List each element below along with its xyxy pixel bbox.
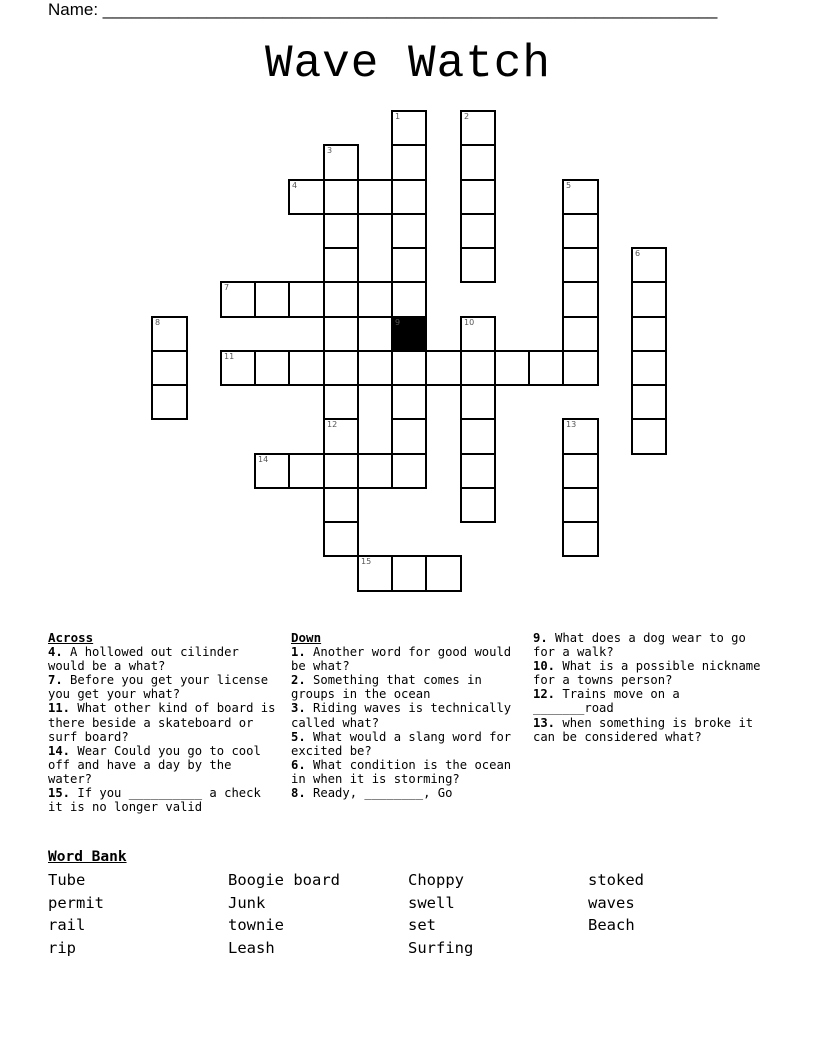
grid-cell[interactable] — [460, 350, 496, 386]
down-heading: Down — [291, 630, 322, 645]
grid-cell[interactable] — [323, 247, 359, 283]
name-label: Name: — [48, 0, 103, 19]
grid-cell[interactable] — [460, 453, 496, 489]
grid-cell[interactable] — [631, 418, 667, 455]
word-bank-item: Leash — [228, 938, 275, 957]
grid-cell[interactable] — [562, 453, 599, 489]
grid-cell[interactable] — [288, 453, 325, 489]
grid-cell[interactable] — [391, 247, 427, 283]
grid-cell[interactable] — [151, 384, 188, 420]
word-bank-item: swell — [408, 893, 455, 912]
clue-text: What is a possible nickname for a towns person? — [533, 659, 761, 688]
clue-number: 8 — [155, 318, 161, 327]
clue-number-label: 13. — [533, 715, 556, 730]
clue — [48, 744, 280, 786]
clue-number: 13 — [566, 420, 577, 429]
down-clues-continued — [533, 631, 765, 744]
clue-number-label: 10. — [533, 659, 556, 674]
word-bank-item: rip — [48, 938, 76, 957]
clue-number-label: 12. — [533, 687, 556, 702]
grid-cell[interactable] — [631, 281, 667, 318]
grid-cell[interactable] — [460, 384, 496, 420]
grid-cell[interactable] — [151, 316, 188, 352]
word-bank-item: permit — [48, 893, 104, 912]
clue-number: 15 — [361, 557, 372, 566]
grid-cell[interactable] — [460, 316, 496, 352]
grid-cell[interactable] — [323, 281, 359, 318]
clue-number-label: 3. — [291, 701, 306, 716]
grid-cell[interactable] — [460, 144, 496, 181]
grid-cell[interactable] — [562, 418, 599, 455]
grid-cell[interactable] — [323, 144, 359, 181]
clue-text: A hollowed out cilinder would be a what? — [48, 645, 239, 674]
clue-number: 4 — [292, 181, 298, 190]
grid-cell[interactable] — [631, 316, 667, 352]
word-bank-item: Tube — [48, 871, 86, 889]
clue-number-label: 7. — [48, 673, 63, 688]
word-bank-heading: Word Bank — [48, 849, 127, 865]
grid-cell[interactable] — [323, 487, 359, 523]
grid-cell[interactable] — [357, 453, 393, 489]
grid-cell[interactable] — [460, 487, 496, 523]
grid-cell[interactable] — [562, 281, 599, 318]
clue — [291, 673, 523, 701]
grid-cell[interactable] — [391, 110, 427, 146]
grid-cell[interactable] — [391, 384, 427, 420]
grid-cell[interactable] — [254, 350, 290, 386]
clue — [48, 701, 280, 743]
clue — [48, 645, 280, 673]
clue-number: 5 — [566, 181, 572, 190]
grid-cell[interactable] — [562, 179, 599, 215]
grid-cell[interactable] — [323, 521, 359, 557]
clue-number: 7 — [224, 283, 230, 292]
word-bank-item: Boogie board — [228, 871, 340, 889]
clue-text: when something is broke it can be considered what? — [533, 715, 754, 744]
clue-text: Ready, ________, Go — [305, 786, 453, 801]
clue-number: 1 — [395, 112, 401, 121]
grid-cell[interactable] — [357, 350, 393, 386]
clue-number-label: 4. — [48, 645, 63, 660]
clue-number: 14 — [258, 455, 269, 464]
grid-cell[interactable] — [323, 384, 359, 420]
grid-cell[interactable] — [220, 281, 256, 318]
grid-cell[interactable] — [460, 110, 496, 146]
clue — [533, 716, 765, 744]
grid-cell[interactable] — [288, 281, 325, 318]
clue — [291, 730, 523, 758]
clue-text: What condition is the ocean in when it is storming? — [291, 757, 512, 786]
grid-cell[interactable] — [254, 453, 290, 489]
clue-number-label: 5. — [291, 729, 306, 744]
puzzle-title: Wave Watch — [264, 38, 552, 90]
clue-number-label: 9. — [533, 631, 548, 645]
grid-cell[interactable] — [562, 350, 599, 386]
grid-cell[interactable] — [460, 213, 496, 249]
grid-cell[interactable] — [391, 144, 427, 181]
grid-cell[interactable] — [425, 555, 462, 592]
clue — [291, 786, 523, 800]
clue-number-label: 15. — [48, 786, 71, 801]
clue-number: 6 — [635, 249, 641, 258]
grid-cell[interactable] — [357, 555, 393, 592]
word-bank-item: set — [408, 916, 436, 935]
grid-cell[interactable] — [323, 179, 359, 215]
grid-cell[interactable] — [631, 384, 667, 420]
grid-cell[interactable] — [460, 418, 496, 455]
clue-text: Before you get your license you get your what? — [48, 673, 269, 702]
grid-cell[interactable] — [288, 350, 325, 386]
clue-number-label: 8. — [291, 786, 306, 801]
grid-cell[interactable] — [562, 247, 599, 283]
clue-number: 3 — [327, 146, 333, 155]
grid-cell[interactable] — [391, 213, 427, 249]
grid-cell[interactable] — [323, 316, 359, 352]
across-heading: Across — [48, 630, 94, 645]
clue-text: What would a slang word for excited be? — [291, 729, 512, 758]
grid-cell[interactable] — [631, 350, 667, 386]
clue-number-label: 1. — [291, 645, 306, 660]
grid-cell[interactable] — [391, 281, 427, 318]
clue-text: Wear Could you go to cool off and have a day by the water? — [48, 743, 261, 786]
clue-text: Something that comes in groups in the ocean — [291, 673, 482, 702]
grid-cell[interactable] — [391, 418, 427, 455]
grid-cell[interactable] — [151, 350, 188, 386]
clue-number-label: 6. — [291, 757, 306, 772]
clue-text: Trains move on a _______road — [533, 687, 680, 716]
word-bank-item: stoked — [588, 871, 644, 889]
clue-number: 9 — [395, 318, 401, 327]
grid-cell[interactable] — [562, 213, 599, 249]
word-bank-item: Beach — [588, 916, 635, 935]
down-clues — [291, 631, 523, 800]
grid-cell[interactable] — [391, 179, 427, 215]
grid-cell[interactable] — [391, 453, 427, 489]
clue-text: Riding waves is technically called what? — [291, 701, 512, 730]
grid-cell[interactable] — [460, 247, 496, 283]
clue-number: 2 — [464, 112, 470, 121]
word-bank-item: Junk — [228, 893, 266, 912]
grid-cell[interactable] — [562, 521, 599, 557]
clue — [533, 631, 765, 659]
grid-cell[interactable] — [391, 555, 427, 592]
clue — [48, 673, 280, 701]
grid-cell[interactable] — [323, 453, 359, 489]
word-bank-item: Surfing — [408, 938, 474, 957]
grid-cell[interactable] — [391, 350, 427, 386]
grid-cell[interactable] — [357, 179, 393, 215]
clue — [291, 758, 523, 786]
grid-cell[interactable] — [220, 350, 256, 386]
block-cell — [391, 316, 427, 352]
grid-cell[interactable] — [460, 179, 496, 215]
clue — [291, 701, 523, 729]
grid-cell[interactable] — [357, 281, 393, 318]
across-clues — [48, 631, 280, 814]
clue-text: What other kind of board is there beside a skateboard or surf board? — [48, 701, 276, 744]
grid-cell[interactable] — [562, 316, 599, 352]
name-blank: _________________________________________________________________ — [102, 0, 718, 19]
grid-cell[interactable] — [631, 247, 667, 283]
grid-cell[interactable] — [528, 350, 564, 386]
grid-cell[interactable] — [425, 350, 462, 386]
grid-cell[interactable] — [323, 213, 359, 249]
clue — [533, 659, 765, 687]
grid-cell[interactable] — [288, 179, 325, 215]
word-bank-item: townie — [228, 916, 284, 935]
clue — [533, 687, 765, 715]
clue — [48, 786, 280, 814]
grid-cell[interactable] — [254, 281, 290, 318]
clue-number: 12 — [327, 420, 338, 429]
grid-cell[interactable] — [494, 350, 530, 386]
word-bank-item: rail — [48, 916, 86, 935]
clue-number-label: 11. — [48, 701, 71, 716]
grid-cell[interactable] — [323, 418, 359, 455]
clue-number: 10 — [464, 318, 475, 327]
grid-cell[interactable] — [562, 487, 599, 523]
clue-text: What does a dog wear to go for a walk? — [533, 631, 746, 660]
word-bank-item: waves — [588, 893, 635, 912]
clue-number-label: 2. — [291, 673, 306, 688]
clue-text: Another word for good would be what? — [291, 645, 512, 674]
clue-text: If you __________ a check it is no longer valid — [48, 786, 261, 815]
clue — [291, 645, 523, 673]
word-bank-item: Choppy — [408, 871, 464, 889]
grid-cell[interactable] — [323, 350, 359, 386]
clue-number: 11 — [224, 352, 235, 361]
clue-number-label: 14. — [48, 743, 71, 758]
